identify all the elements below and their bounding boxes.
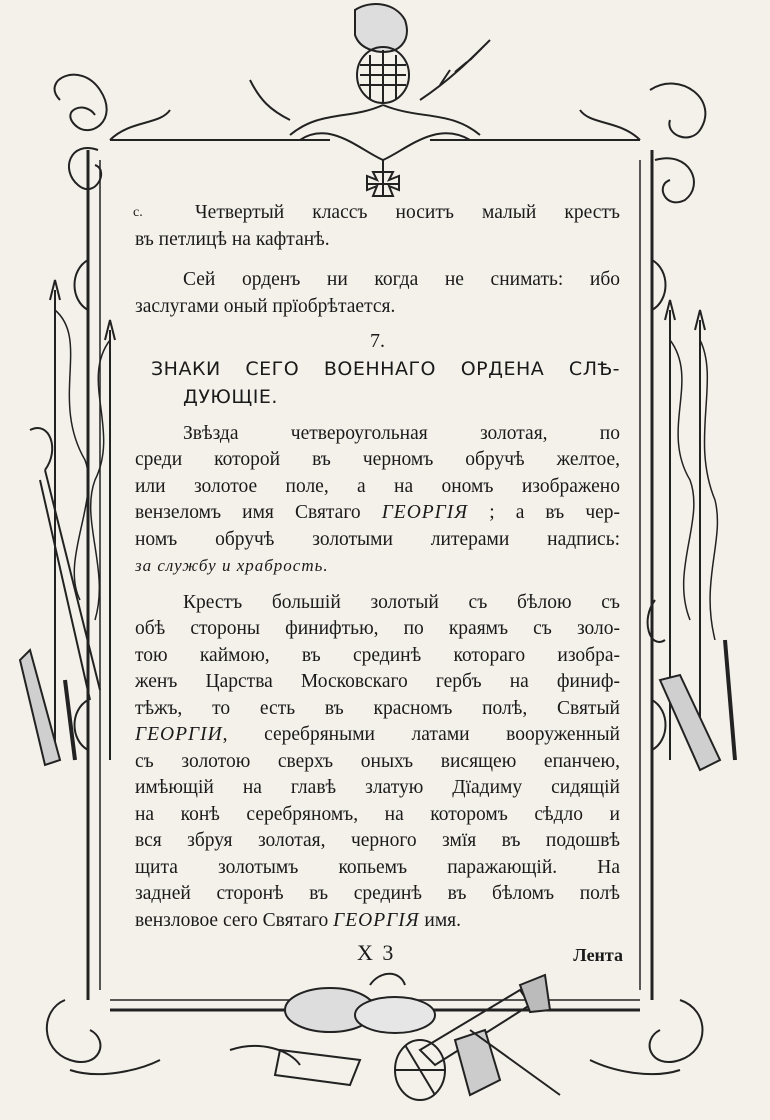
text-line: заслугами оный прїобрѣтается. xyxy=(135,295,396,317)
text-line: имѣющій на главѣ златую Дїадиму сидящій xyxy=(135,777,620,798)
text-line xyxy=(135,908,620,935)
text-line: Звѣзда четвероугольная золотая, по xyxy=(183,422,620,444)
text-line: обѣ стороны финифтью, по краямъ съ золо- xyxy=(135,618,620,639)
page-footer xyxy=(135,938,623,972)
text-line: Сей орденъ ни когда не снимать: ибо xyxy=(183,269,620,290)
text-line: тою каймою, въ срединѣ котораго изобра- xyxy=(135,644,620,666)
saint-name: ГЕОРГІЯ xyxy=(333,909,420,931)
text-span: вензловое сего Святаго xyxy=(135,909,329,931)
text-line: или золотое поле, а на ономъ изображено xyxy=(135,475,620,497)
text-line: на конѣ серебряномъ, на которомъ сѣдло и xyxy=(135,803,620,825)
text-line xyxy=(135,722,620,749)
text-line: въ петлицѣ на кафтанѣ. xyxy=(135,228,330,250)
helmet-crest-ornament xyxy=(250,4,490,160)
heading-line: ДУЮЩІЕ. xyxy=(183,385,278,408)
motto-line: за службу и храбрость. xyxy=(135,556,329,575)
saint-name: ГЕОРГІИ xyxy=(135,724,223,745)
signature-mark: Х 3 xyxy=(357,940,396,965)
heading-line: ЗНАКИ СЕГО ВОЕННАГО ОРДЕНА СЛѢ- xyxy=(151,357,620,380)
text-line: женъ Царства Московскаго гербъ на финиф- xyxy=(135,671,620,692)
text-line: съ золотою сверхъ оныхъ висящею епанчею, xyxy=(135,750,620,772)
paragraph-fourth-class xyxy=(135,200,620,253)
text-line: среди которой въ черномъ обручѣ желтое, xyxy=(135,449,620,470)
cross-pendant-icon xyxy=(367,160,399,196)
text-span: ; а въ чер- xyxy=(489,502,620,523)
catchword: Лента xyxy=(573,945,623,965)
bottom-trophy-of-instruments xyxy=(230,974,560,1100)
text-line: задней сторонѣ въ срединѣ въ бѣломъ полѣ xyxy=(135,883,620,904)
text-span: , серебряными латами вооруженный xyxy=(222,724,620,745)
right-trophy-of-arms xyxy=(648,300,735,770)
paragraph-never-remove xyxy=(135,267,620,320)
section-number: 7. xyxy=(370,330,385,352)
text-block xyxy=(133,200,623,965)
text-line: тѣжъ, то есть въ красномъ полѣ, Святый xyxy=(135,697,620,719)
text-span: вензеломъ имя Святаго xyxy=(135,502,361,523)
text-line: номъ обручѣ золотыми литерами надпись: xyxy=(135,528,620,550)
paragraph-cross xyxy=(135,590,620,935)
page-marker: с. xyxy=(133,205,143,220)
paragraph-star xyxy=(135,421,620,580)
text-line: Четвертый классъ носитъ малый крестъ xyxy=(195,202,620,223)
text-line: щита золотымъ копьемъ паражающій. На xyxy=(135,856,620,878)
text-span: имя. xyxy=(424,909,462,931)
text-line: Крестъ большій золотый съ бѣлою съ xyxy=(183,591,620,613)
text-line: вся збруя золотая, черного змїя въ подошвѣ xyxy=(135,830,620,851)
section-heading xyxy=(135,355,620,411)
saint-name: ГЕОРГІЯ xyxy=(381,502,469,523)
text-line xyxy=(135,500,620,527)
